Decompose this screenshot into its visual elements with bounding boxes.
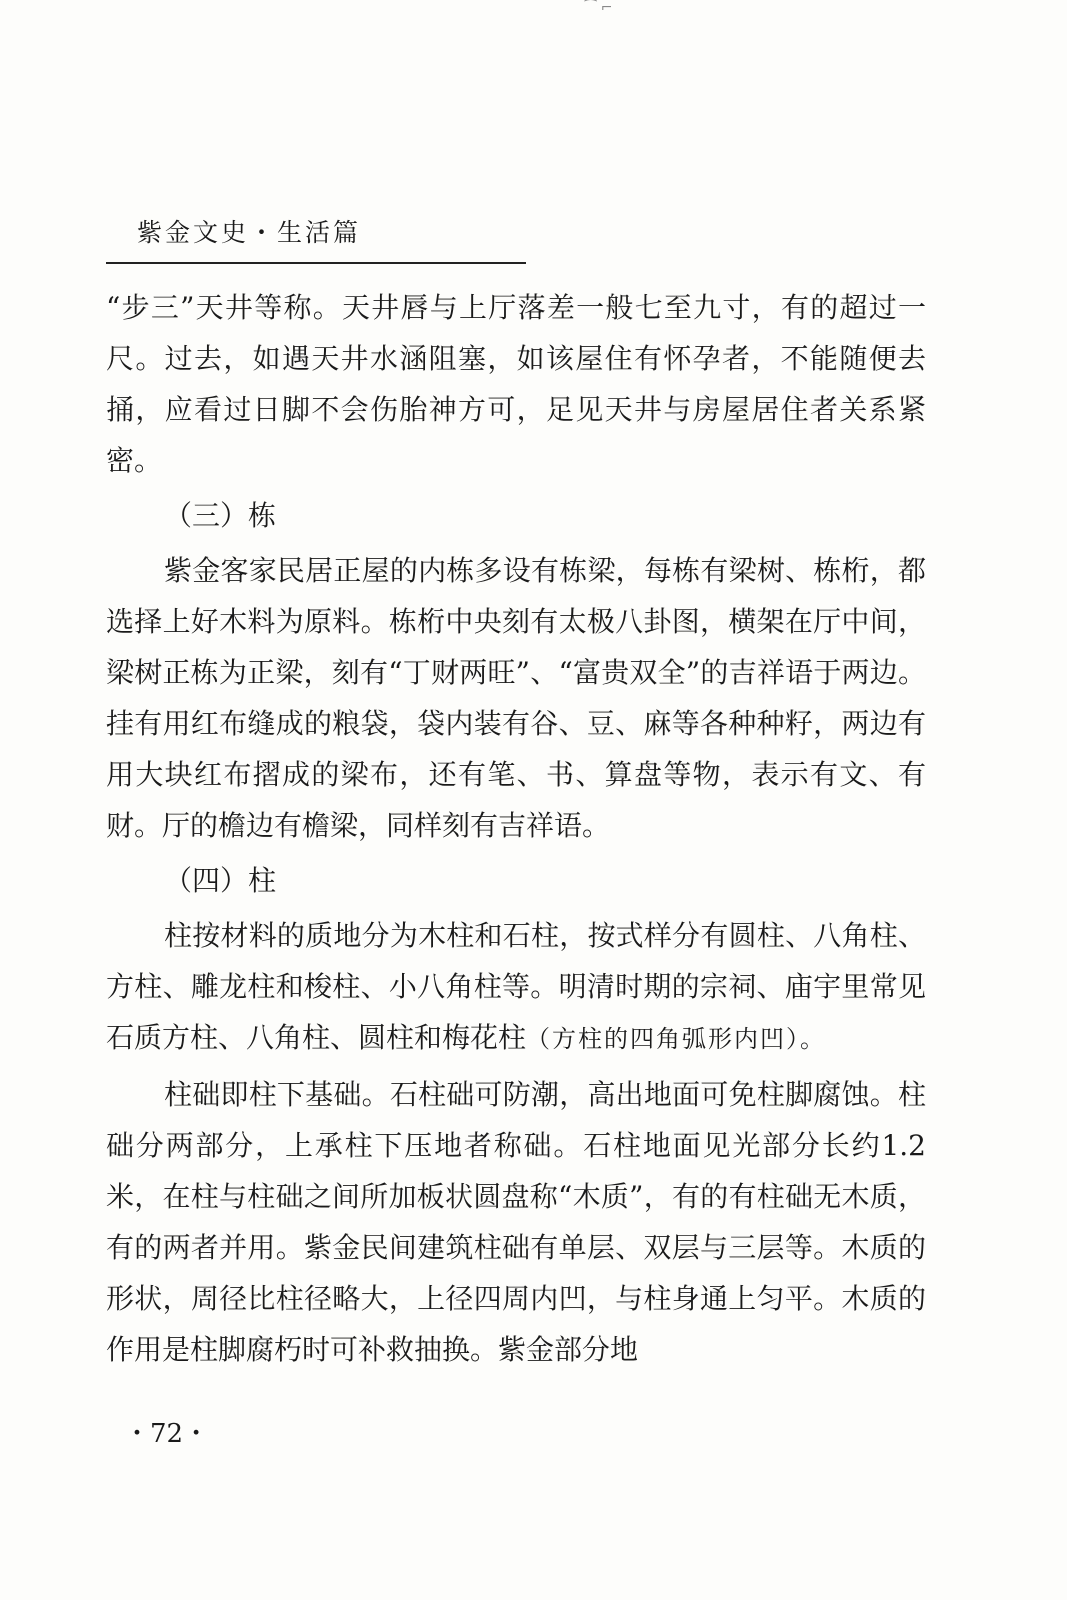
scan-artifact: ⁀ ⌐ bbox=[585, 0, 613, 16]
paragraph-3-note: （方柱的四角弧形内凹）。 bbox=[526, 1025, 827, 1053]
paragraph-3 bbox=[106, 910, 926, 1065]
running-header: 紫金文史・生活篇 bbox=[137, 218, 362, 247]
paragraph-3-text: 柱按材料的质地分为木柱和石柱，按式样分有圆柱、八角柱、方柱、雕龙柱和梭柱、小八角柱等。明清时期的宗祠、庙宇里常见石质方柱、八角柱、圆柱和梅花柱 bbox=[106, 919, 926, 1054]
section-heading-4: （四）柱 bbox=[164, 864, 277, 897]
paragraph-2: 紫金客家民居正屋的内栋多设有栋梁，每栋有梁树、栋桁，都选择上好木料为原料。栋桁中央刻有太极八卦图，横架在厅中间，梁树正栋为正梁，刻有“丁财两旺”、“富贵双全”的吉祥语于两边。挂有用红布缝成的粮袋，袋内装有谷、豆、麻等各种种籽，两边有用大块红布摺成的梁布，还有笔、书、算盘等物，表示有文、有财。厅的檐边有檐梁，同样刻有吉祥语。 bbox=[106, 554, 926, 842]
section-heading-3: （三）栋 bbox=[164, 499, 277, 532]
body-text bbox=[106, 282, 926, 1379]
paragraph-1: “步三”天井等称。天井唇与上厅落差一般七至九寸，有的超过一尺。过去，如遇天井水涵阻塞，如该屋住有怀孕者，不能随便去捅，应看过日脚不会伤胎神方可，足见天井与房屋居住者关系紧密。 bbox=[106, 291, 926, 477]
page-number: ・72・ bbox=[124, 1419, 210, 1449]
header-rule bbox=[106, 262, 526, 264]
paragraph-4: 柱础即柱下基础。石柱础可防潮，高出地面可免柱脚腐蚀。柱础分两部分，上承柱下压地者称础。石柱地面见光部分长约1.2米，在柱与柱础之间所加板状圆盘称“木质”，有的有柱础无木质，有的两者并用。紫金民间建筑柱础有单层、双层与三层等。木质的形状，周径比柱径略大，上径四周内凹，与柱身通上匀平。木质的作用是柱脚腐朽时可补救抽换。紫金部分地 bbox=[106, 1078, 926, 1366]
